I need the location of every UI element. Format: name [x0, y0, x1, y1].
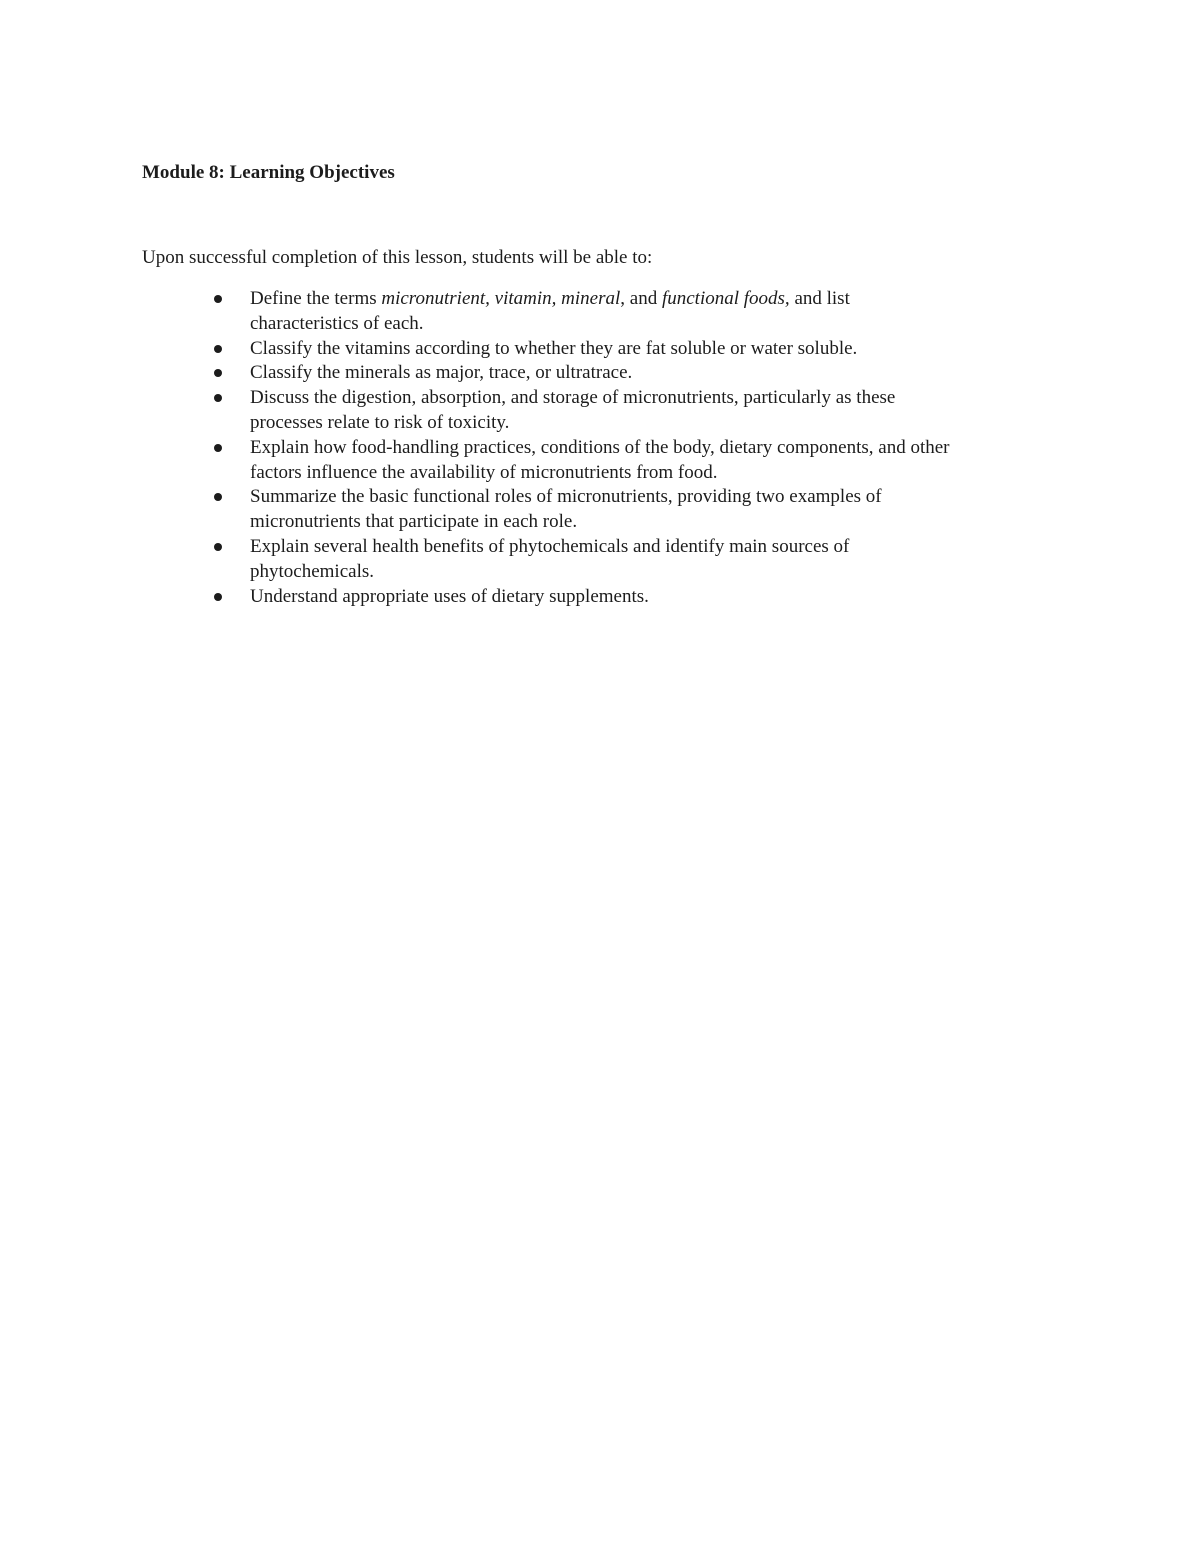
bullet-icon — [214, 369, 222, 377]
objective-item — [214, 485, 1074, 535]
objective-item — [214, 585, 1074, 610]
bullet-icon — [214, 493, 222, 501]
objective-text-segment: and list — [789, 288, 850, 309]
objective-text-segment: Understand appropriate uses of dietary supplements. — [250, 585, 649, 607]
bullet-icon — [214, 394, 222, 402]
objective-text-segment: micronutrients that participate in each role. — [250, 511, 578, 533]
italic-term: functional foods, — [661, 288, 790, 309]
bullet-icon — [214, 345, 222, 353]
objective-text-segment: factors influence the availability of micronutrients from food. — [250, 461, 718, 483]
objective-text — [250, 362, 632, 383]
objective-text — [250, 437, 949, 483]
objective-item — [214, 386, 1074, 436]
bullet-icon — [214, 295, 222, 303]
italic-term: micronutrient, vitamin, mineral — [381, 288, 621, 309]
objective-text-segment: Define the terms — [250, 288, 382, 309]
objective-text — [250, 338, 857, 359]
objective-text-segment: Classify the minerals as major, trace, or ultratrace. — [250, 362, 633, 384]
objective-text-segment: processes relate to risk of toxicity. — [250, 411, 510, 433]
objective-item — [214, 361, 1074, 386]
intro-paragraph: Upon successful completion of this lesson, students will be able to: — [142, 247, 653, 268]
objective-item — [214, 535, 1074, 585]
objective-text-segment: Classify the vitamins according to whether they are fat soluble or water soluble. — [250, 337, 858, 359]
objective-item — [214, 287, 1074, 337]
objective-text — [250, 486, 882, 532]
objective-text — [250, 586, 649, 607]
objective-text — [250, 288, 850, 334]
learning-objectives-list — [214, 287, 1074, 609]
objective-item — [214, 337, 1074, 362]
objective-text-segment: Explain several health benefits of phytochemicals and identify main sources of — [250, 535, 850, 557]
objective-text-segment: Explain how food-handling practices, conditions of the body, dietary components, and other — [250, 436, 950, 458]
objective-text — [250, 387, 895, 433]
bullet-icon — [214, 543, 222, 551]
bullet-icon — [214, 593, 222, 601]
page-title: Module 8: Learning Objectives — [142, 162, 395, 183]
objective-text-segment: Discuss the digestion, absorption, and storage of micronutrients, particularly as these — [250, 387, 896, 409]
bullet-icon — [214, 444, 222, 452]
objective-text — [250, 536, 849, 582]
objective-text-segment: Summarize the basic functional roles of micronutrients, providing two examples of — [250, 486, 882, 508]
objective-text-segment: characteristics of each. — [250, 312, 424, 334]
objective-text-segment: , and — [620, 288, 662, 309]
objective-text-segment: phytochemicals. — [250, 560, 374, 582]
objective-item — [214, 436, 1074, 486]
